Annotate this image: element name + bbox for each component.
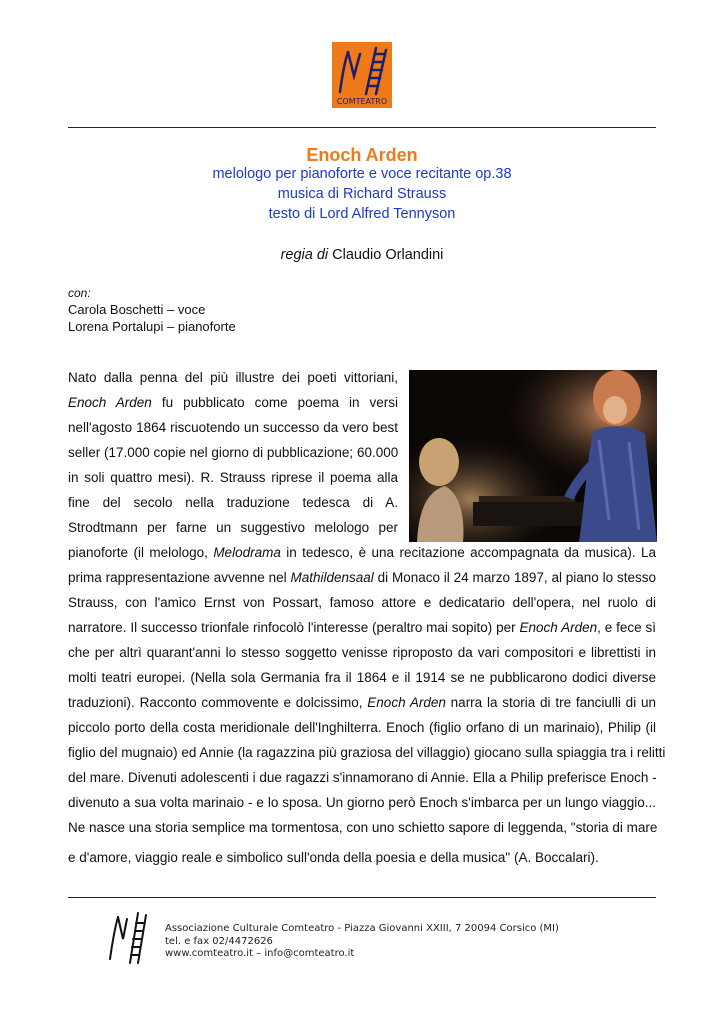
footer-phone: tel. e fax 02/4472626 — [165, 936, 273, 947]
body-text: fu pubblicato come poema in versi — [151, 395, 398, 410]
body-line: Strauss, con l'amico Ernst von Possart, famoso attore e dedicatario dell'opera, nel ruolo di — [68, 595, 656, 610]
footer-web-email: www.comteatro.it – info@comteatro.it — [165, 948, 355, 959]
body-line: del mare. Divenuti adolescenti i due ragazzi s'innamorano di Annie. Ella a Philip preferisce Enoch - — [68, 770, 657, 785]
subtitle-line-3: testo di Lord Alfred Tennyson — [268, 206, 456, 222]
body-text: narratore. Il successo trionfale rinfocolò l'interesse (peraltro mai sopito) per — [68, 620, 520, 635]
body-line — [68, 545, 656, 560]
ladder-logo-icon — [332, 42, 392, 108]
cast-label: con: — [68, 286, 91, 300]
comteatro-logo — [332, 42, 392, 108]
body-line: che per altrì quarant'anni lo stesso soggetto venisse riproposto da vari compositori e librettisti in — [68, 645, 656, 660]
director-credit — [0, 247, 724, 263]
body-line: e d'amore, viaggio reale e simbolico sull'onda della poesia e della musica" (A. Boccalari). — [68, 850, 599, 865]
body-line — [68, 620, 656, 635]
body-text: di Monaco il 24 marzo 1897, al piano lo stesso — [373, 570, 656, 585]
body-text: pianoforte (il melologo, — [68, 545, 214, 560]
body-text: , e fece sì — [597, 620, 656, 635]
subtitle-line-1: melologo per pianoforte e voce recitante op.38 — [212, 166, 512, 182]
body-line: nell'agosto 1864 riscuotendo un successo da vero best — [68, 420, 398, 435]
body-line: fine del secolo nella traduzione tedesca di A. — [68, 495, 398, 510]
cast-member: Carola Boschetti – voce — [68, 302, 206, 317]
footer-ladder-icon — [108, 909, 148, 965]
body-text: in tedesco, è una recitazione accompagnata da musica). La — [280, 545, 657, 560]
top-divider — [68, 127, 656, 128]
body-text: prima rappresentazione avvenne nel — [68, 570, 291, 585]
body-line: piccolo porto della costa meridionale dell'Inghilterra. Enoch (figlio orfano di un marinaio), Philip (il — [68, 720, 656, 735]
italic-term: Mathildensaal — [290, 570, 374, 585]
performance-photo — [409, 370, 657, 542]
work-title: Enoch Arden — [367, 695, 446, 710]
body-line: molti teatri europei. (Nella sola Germania fra il 1864 e il 1914 se ne pubblicarono dodici diverse — [68, 670, 656, 685]
body-line: Nato dalla penna del più illustre dei poeti vittoriani, — [68, 370, 398, 385]
subtitle-line-2: musica di Richard Strauss — [277, 186, 447, 202]
body-text: traduzioni). Racconto commovente e dolcissimo, — [68, 695, 368, 710]
italic-term: Melodrama — [213, 545, 281, 560]
footer-address: Associazione Culturale Comteatro - Piazza Giovanni XXIII, 7 20094 Corsico (MI) — [165, 923, 559, 934]
logo-text: COMTEATRO — [336, 97, 388, 106]
body-line: Ne nasce una storia semplice ma tormentosa, con uno schietto sapore di leggenda, "storia di mare — [68, 820, 658, 835]
work-title: Enoch Arden — [68, 395, 152, 410]
body-line: figlio del mugnaio) ed Annie (la ragazzina più graziosa del villaggio) giocano sulla spiaggia tra i relitti — [68, 745, 666, 760]
page-title: Enoch Arden — [306, 145, 418, 165]
body-line — [68, 695, 656, 710]
body-line: divenuto a sua volta marinaio - e lo sposa. Un giorno però Enoch s'imbarca per un lungo viaggio... — [68, 795, 656, 810]
body-line — [68, 395, 398, 410]
body-line: seller (17.000 copie nel giorno di pubblicazione; 60.000 — [68, 445, 399, 460]
director-name: Claudio Orlandini — [332, 247, 444, 263]
work-title: Enoch Arden — [519, 620, 598, 635]
body-line — [68, 570, 656, 585]
regia-label: regia di — [280, 247, 329, 263]
cast-member: Lorena Portalupi – pianoforte — [68, 319, 236, 334]
body-line: Strodtmann per farne un suggestivo melologo per — [68, 520, 398, 535]
bottom-divider — [68, 897, 656, 898]
body-line: in soli quattro mesi). R. Strauss riprese il poema alla — [68, 470, 398, 485]
body-text: narra la storia di tre fanciulli di un — [445, 695, 656, 710]
